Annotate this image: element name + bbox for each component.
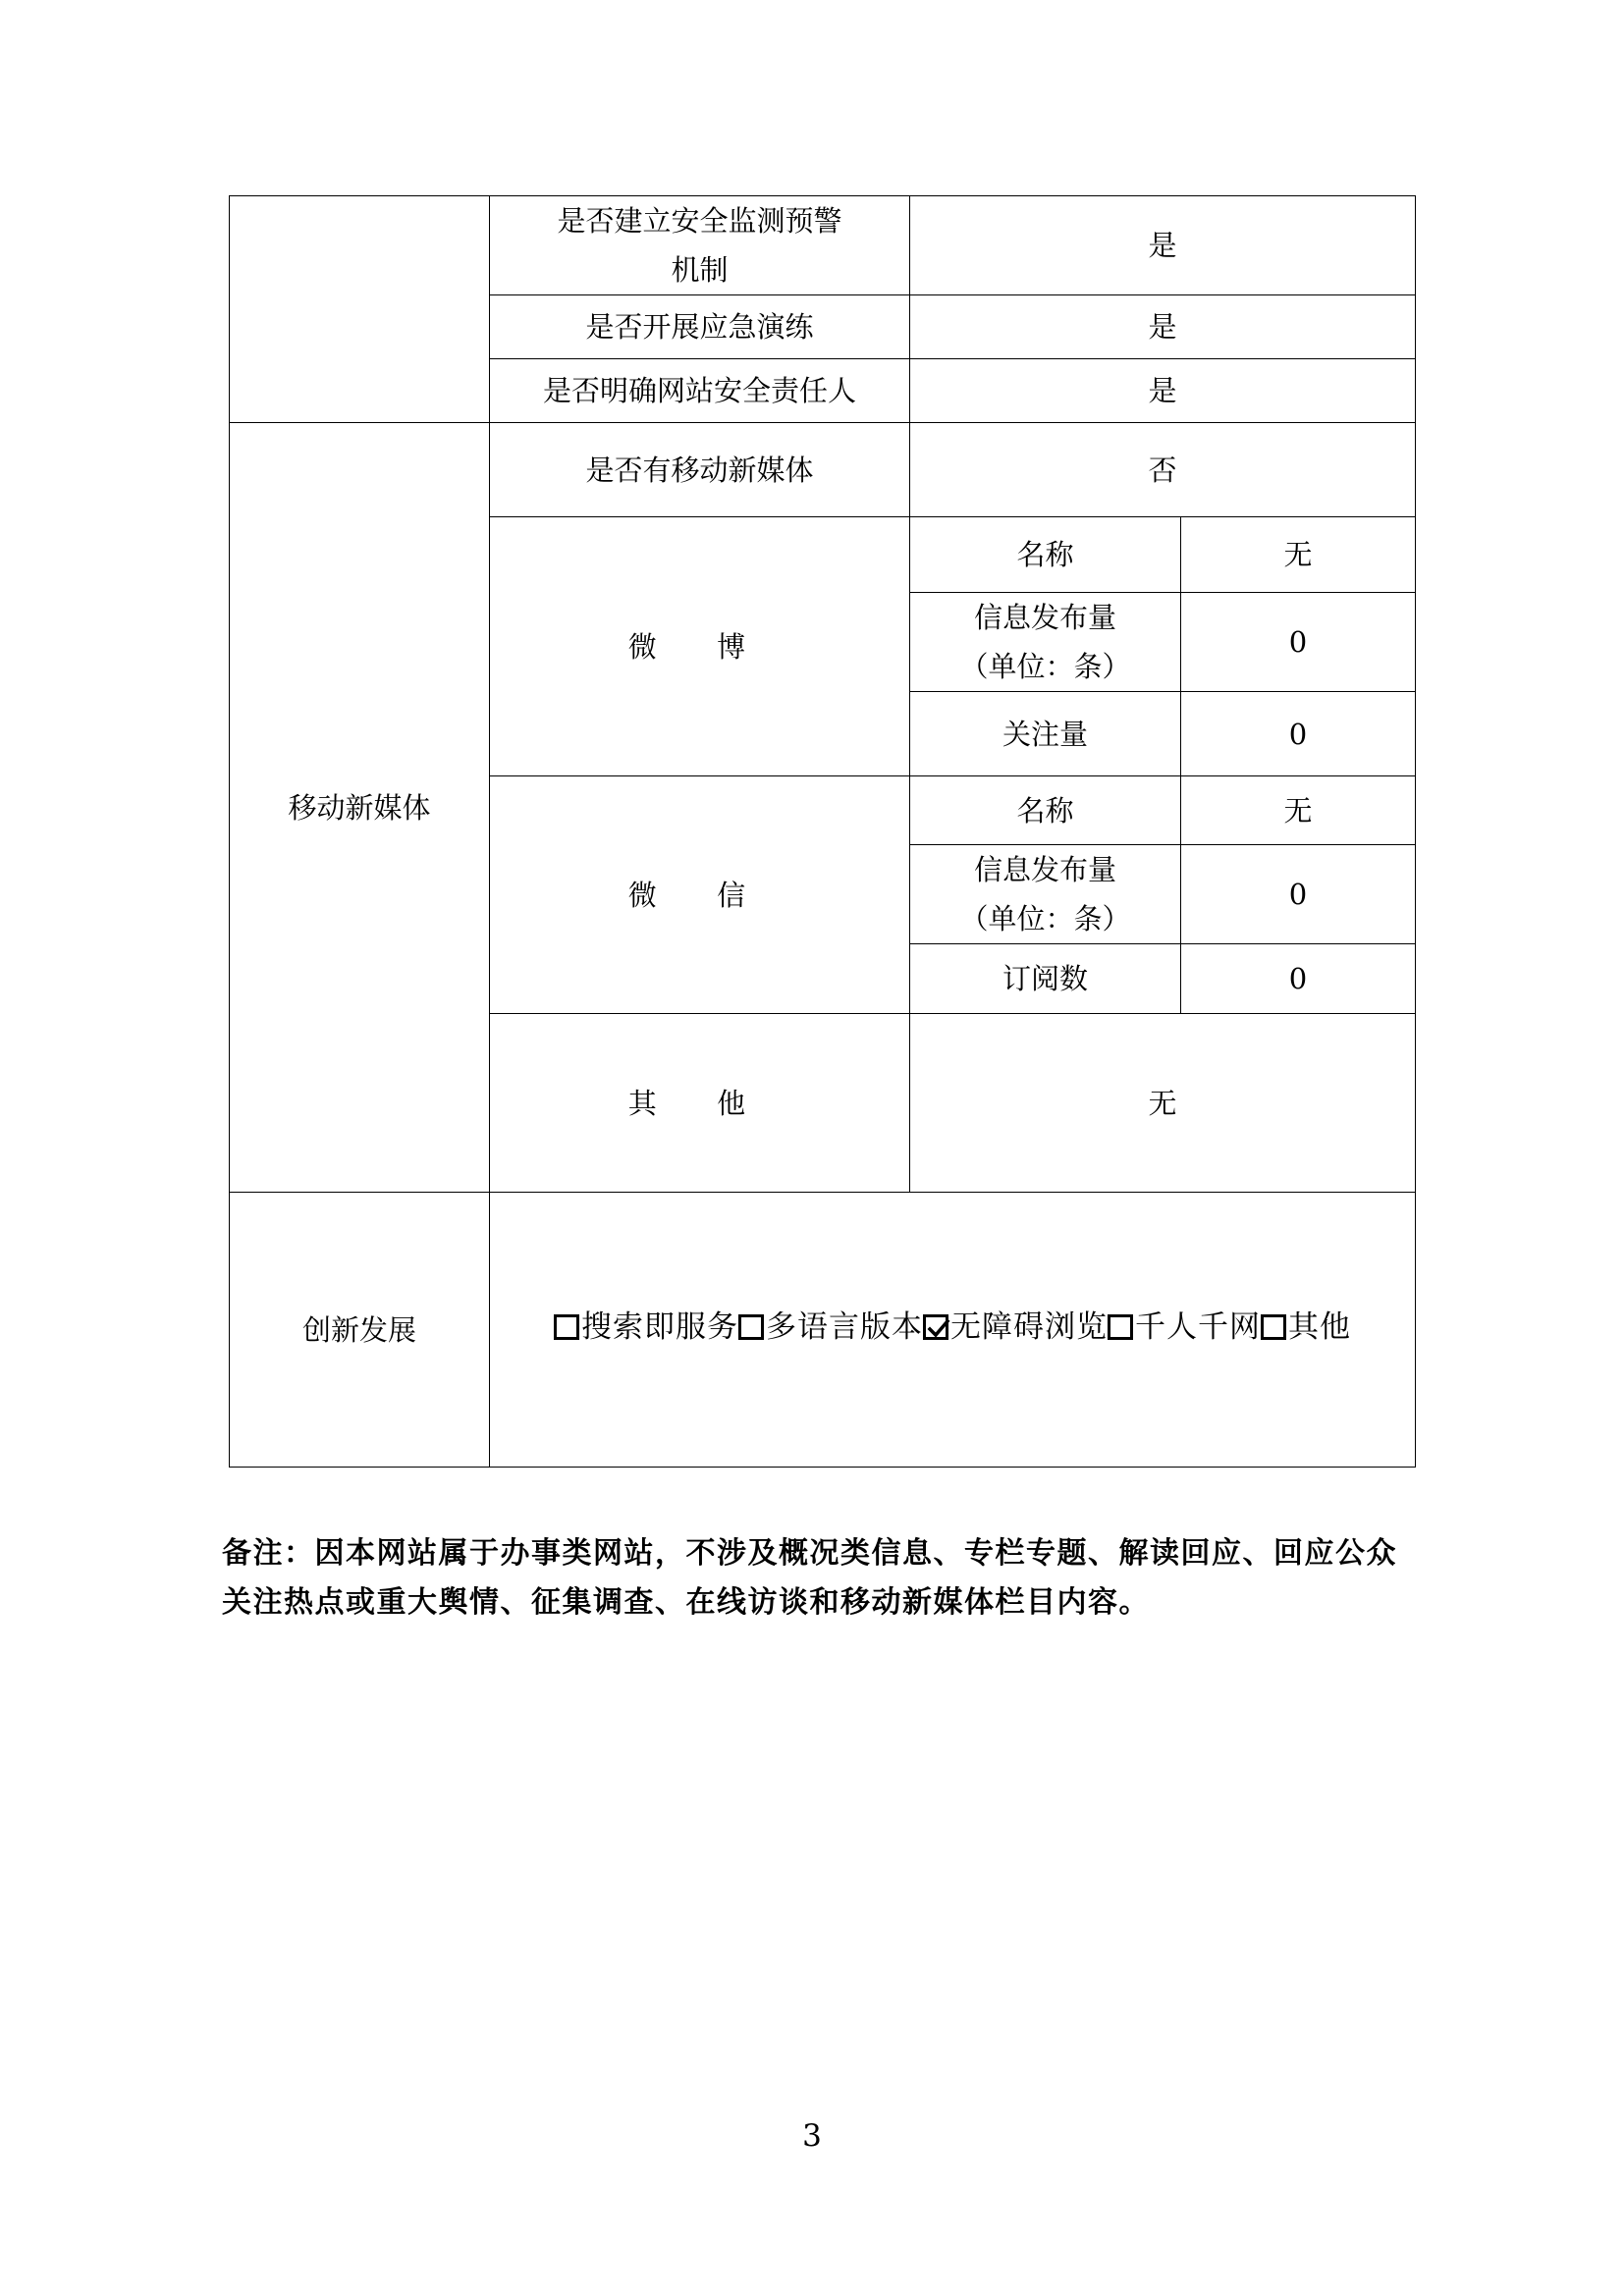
option-multilingual[interactable] [738, 1304, 923, 1351]
security-responsible-label: 是否明确网站安全责任人 [490, 359, 910, 423]
weibo-followers-value: 0 [1181, 692, 1416, 776]
option-label: 其他 [1288, 1308, 1351, 1345]
option-label: 多语言版本 [766, 1308, 923, 1345]
wechat-subscribers-value: 0 [1181, 944, 1416, 1014]
monitoring-warning-label: 是否建立安全监测预警 机制 [490, 196, 910, 295]
table-row-monitoring-warning [230, 196, 1416, 295]
table-row-has-mobile-media [230, 423, 1416, 517]
checkbox-unchecked-icon[interactable] [1261, 1314, 1286, 1340]
weibo-name-value: 无 [1181, 517, 1416, 593]
page-number: 3 [802, 2118, 822, 2154]
weibo-name-label: 名称 [910, 517, 1181, 593]
weibo-label: 微 博 [490, 517, 910, 776]
security-section-cell [230, 196, 490, 423]
remark-note: 备注：因本网站属于办事类网站，不涉及概况类信息、专栏专题、解读回应、回应公众关注热点或重大舆情、征集调查、在线访谈和移动新媒体栏目内容。 [222, 1536, 1397, 1620]
innovation-options [554, 1304, 1351, 1351]
monitoring-warning-value: 是 [910, 196, 1416, 295]
table-row-innovation [230, 1193, 1416, 1468]
option-accessibility[interactable] [923, 1304, 1108, 1351]
option-other[interactable] [1261, 1304, 1351, 1351]
weibo-posts-value: 0 [1181, 593, 1416, 692]
website-report-table [229, 195, 1416, 1468]
weibo-followers-label: 关注量 [910, 692, 1181, 776]
wechat-label: 微 信 [490, 776, 910, 1014]
has-mobile-media-value: 否 [910, 423, 1416, 517]
wechat-posts-value: 0 [1181, 845, 1416, 944]
emergency-drill-value: 是 [910, 295, 1416, 359]
wechat-name-label: 名称 [910, 776, 1181, 845]
option-label: 千人千网 [1135, 1308, 1261, 1345]
mobile-media-section-label: 移动新媒体 [230, 423, 490, 1193]
has-mobile-media-label: 是否有移动新媒体 [490, 423, 910, 517]
checkmark-icon [925, 1315, 952, 1343]
innovation-section-label: 创新发展 [230, 1193, 490, 1468]
security-responsible-value: 是 [910, 359, 1416, 423]
option-personalized[interactable] [1108, 1304, 1261, 1351]
emergency-drill-label: 是否开展应急演练 [490, 295, 910, 359]
wechat-posts-label: 信息发布量 （单位：条） [910, 845, 1181, 944]
wechat-subscribers-label: 订阅数 [910, 944, 1181, 1014]
innovation-options-cell [490, 1193, 1416, 1468]
checkbox-unchecked-icon[interactable] [738, 1314, 764, 1340]
checkbox-unchecked-icon[interactable] [554, 1314, 579, 1340]
wechat-name-value: 无 [1181, 776, 1416, 845]
checkbox-unchecked-icon[interactable] [1108, 1314, 1133, 1340]
weibo-posts-label: 信息发布量 （单位：条） [910, 593, 1181, 692]
option-label: 搜索即服务 [581, 1308, 738, 1345]
other-media-label: 其 他 [490, 1014, 910, 1193]
other-media-value: 无 [910, 1014, 1416, 1193]
option-label: 无障碍浏览 [950, 1308, 1108, 1345]
checkbox-checked-icon[interactable] [923, 1314, 948, 1340]
option-search-as-service[interactable] [554, 1304, 738, 1351]
